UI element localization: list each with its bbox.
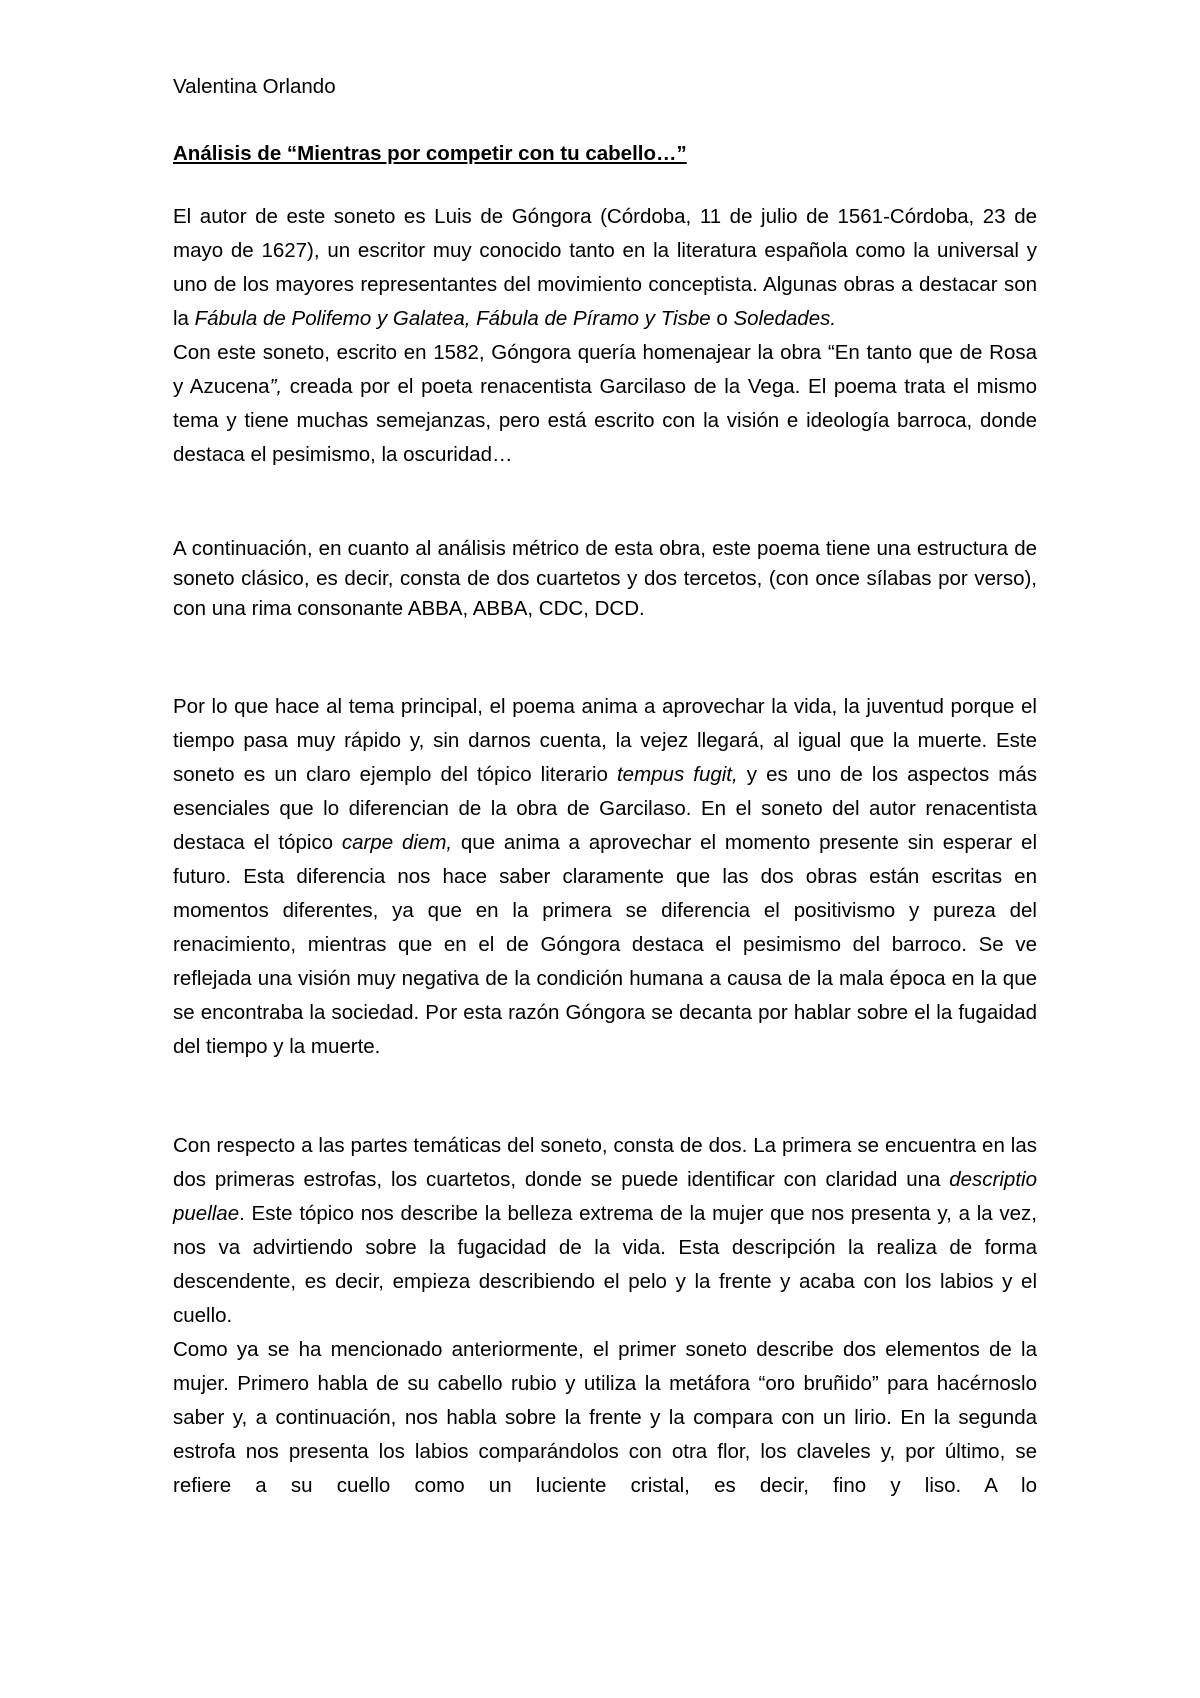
document-title: Análisis de “Mientras por competir con tu cabello…”: [173, 142, 687, 165]
italic-text-run: tempus fugit,: [616, 763, 738, 786]
text-run: o: [710, 307, 734, 330]
text-run: que anima a aprovechar el momento presente sin esperar el futuro. Esta diferencia nos hace saber claramente que las dos obras están escritas en momentos diferentes, ya que en la primera se diferencia el positivismo y pureza del renacimiento, mientras que en el de Góngora destaca el pesimismo del barroco. Se ve reflejada una visión muy negativa de la condición humana a causa de la mala época en la que se encontraba la sociedad. Por esta razón Góngora se decanta por hablar sobre el la fugaidad del tiempo y la muerte.: [173, 831, 1037, 1058]
text-run: Con respecto a las partes temáticas del soneto, consta de dos. La primera se encuentra en las dos primeras estrofas, los cuartetos, donde se puede identificar con claridad una: [173, 1134, 1037, 1191]
text-run: El autor de este soneto es Luis de Góngora (Córdoba, 11 de julio de 1561-Córdoba, 23 de mayo de 1627), un escritor muy conocido tanto en la literatura española como la universal y uno de los mayores representantes del movimiento conceptista. Algunas obras a destacar son la: [173, 205, 1037, 330]
paragraph-metric-analysis: A continuación, en cuanto al análisis métrico de esta obra, este poema tiene una estructura de soneto clásico, es decir, consta de dos cuartetos y dos tercetos, (con once sílabas por verso), con una rima consonante ABBA, ABBA, CDC, DCD.: [173, 537, 1037, 620]
italic-text-run: Soledades.: [733, 307, 837, 330]
paragraph-thematic-parts: [173, 1129, 1037, 1333]
document-page: [173, 70, 1037, 1503]
paragraph-main-theme: [173, 690, 1037, 1064]
text-run: y es uno de los aspectos más esenciales que lo diferencian de la obra de Garcilaso. En el soneto del autor renacentista destaca el tópico: [173, 763, 1037, 854]
italic-text-run: ”,: [269, 375, 283, 398]
italic-text-run: Fábula de Polifemo y Galatea, Fábula de Píramo y Tisbe: [194, 307, 711, 330]
text-run: Por lo que hace al tema principal, el poema anima a aprovechar la vida, la juventud porque el tiempo pasa muy rápido y, sin darnos cuenta, la vejez llegará, al igual que la muerte. Este soneto es un claro ejemplo del tópico literario: [173, 695, 1037, 786]
paragraph-author-intro: [173, 200, 1037, 336]
text-run: Con este soneto, escrito en 1582, Góngora quería homenajear la obra “En tanto que de Rosa y Azucena: [173, 341, 1037, 398]
paragraph-first-sonnet-description: Como ya se ha mencionado anteriormente, el primer soneto describe dos elementos de la mujer. Primero habla de su cabello rubio y utiliza la metáfora “oro bruñido” para hacérnoslo saber y, a continuación, nos habla sobre la frente y la compara con un lirio. En la segunda estrofa nos presenta los labios comparándolos con otra flor, los claveles y, por último, se refiere a su cuello como un luciente cristal, es decir, fino y liso. A lo: [173, 1338, 1037, 1497]
text-run: . Este tópico nos describe la belleza extrema de la mujer que nos presenta y, a la vez, nos va advirtiendo sobre la fugacidad de la vida. Esta descripción la realiza de forma descendente, es decir, empieza describiendo el pelo y la frente y acaba con los labios y el cuello.: [173, 1202, 1037, 1327]
italic-text-run: carpe diem,: [341, 831, 453, 854]
author-name: Valentina Orlando: [173, 75, 336, 98]
italic-text-run: descriptio puellae: [173, 1168, 1037, 1225]
text-run: creada por el poeta renacentista Garcilaso de la Vega. El poema trata el mismo tema y tiene muchas semejanzas, pero está escrito con la visión e ideología barroca, donde destaca el pesimismo, la oscuridad…: [173, 375, 1038, 466]
paragraph-sonnet-context: [173, 336, 1037, 472]
